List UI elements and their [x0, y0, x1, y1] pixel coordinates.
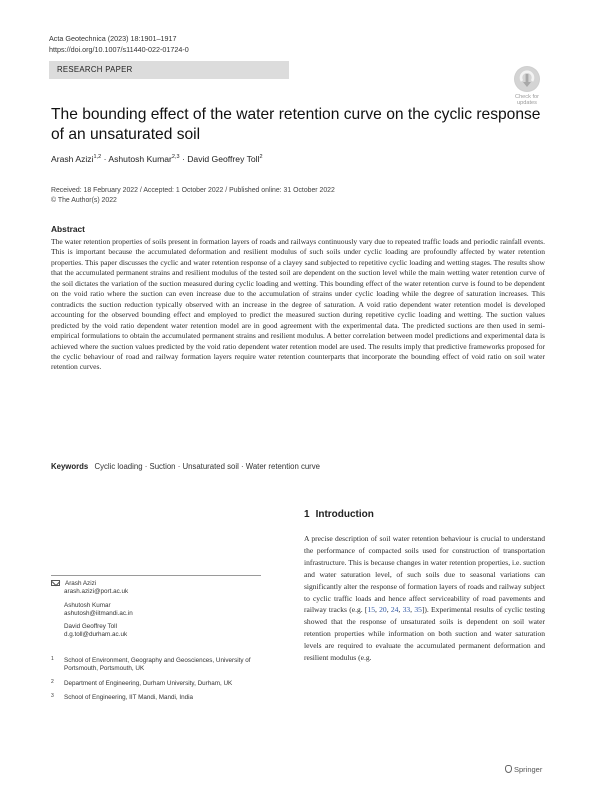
correspondence-entry — [51, 602, 261, 619]
affiliation-text: School of Environment, Geography and Geosciences, University of Portsmouth, Portsmouth, UK — [64, 657, 251, 673]
check-for-updates-button[interactable] — [510, 66, 544, 106]
affiliation-text: Department of Engineering, Durham University, Durham, UK — [64, 679, 233, 687]
affiliation-item — [51, 657, 265, 674]
publisher-logo — [505, 765, 542, 774]
check-updates-icon — [514, 66, 540, 92]
keyword-separator: · — [144, 462, 148, 471]
section-number: 1 — [304, 509, 310, 520]
author-affil-sup: 1,2 — [93, 154, 102, 161]
article-title: The bounding effect of the water retention curve on the cyclic response of an unsaturated soil — [51, 106, 541, 143]
author-separator: · — [181, 154, 185, 164]
journal-citation: Acta Geotechnica (2023) 18:1901–1917 — [49, 34, 177, 43]
envelope-icon — [51, 580, 60, 586]
introduction-text: A precise description of soil water retention behaviour is crucial to understand the performance of compacted soils used for construction of transportation infrastructure. This is because changes in water retention properties, i.e. suction and water saturation level, of such soils due to seasonal variations can significantly alter the response of formation layers of roads and railway subject to cyclic traffic loads and hence affect serviceability of road pavements and railway tracks (e.g. [15, 20, 24, 33, 35]). Experimental results of cyclic testing showed that the response of unsaturated soils is dependent on soil water retention properties while information on both suction and water saturation levels are required to evaluate the accumulated permanent deformation and resilient modulus (e.g. — [304, 534, 545, 663]
correspondence-name: David Geoffrey Toll — [64, 623, 117, 631]
doi-link[interactable]: https://doi.org/10.1007/s11440-022-01724-0 — [49, 45, 189, 54]
section-heading-introduction — [304, 509, 374, 520]
citation-link[interactable]: 15 — [367, 605, 375, 615]
keywords-heading: Keywords — [51, 462, 89, 471]
article-type-banner: RESEARCH PAPER — [49, 61, 289, 79]
affiliation-text: School of Engineering, IIT Mandi, Mandi, India — [64, 693, 194, 701]
received-accepted-published: Received: 18 February 2022 / Accepted: 1 October 2022 / Published online: 31 October 2022 — [51, 187, 335, 194]
intro-text-part: A precise description of soil water retention behaviour is crucial to understand the performance of compacted soils used for construction of transportation infrastructure. This is because changes in water retention properties, i.e. suction and water saturation level, of such soils due to seasonal variations can significantly alter the response of formation layers of roads and railway subject to cyclic traffic loads and hence affect serviceability of road pavements and railway tracks (e.g. [ — [304, 534, 545, 615]
publisher-name: Springer — [514, 765, 543, 774]
publication-dates — [51, 186, 551, 206]
intro-text-part: ]). Experimental results of cyclic testing showed that the response of unsaturated soils is dependent on soil water retention properties while information on both suction and water saturation levels are required to evaluate the accumulated permanent deformation and resilient modulus (e.g. — [304, 605, 545, 663]
correspondence-email[interactable]: d.g.toll@durham.ac.uk — [64, 631, 128, 639]
correspondence-entry — [51, 580, 261, 597]
author-name[interactable]: Ashutosh Kumar — [108, 154, 172, 164]
abstract-heading: Abstract — [51, 224, 85, 234]
correspondence-name: Arash Azizi — [65, 580, 97, 587]
author-name[interactable]: David Geoffrey Toll — [187, 154, 260, 164]
author-list — [51, 154, 531, 164]
author-affil-sup: 2,3 — [171, 154, 180, 161]
keywords — [51, 462, 545, 471]
footnote-divider — [51, 575, 261, 576]
affiliations — [51, 657, 265, 708]
correspondence-email[interactable]: arash.azizi@port.ac.uk — [64, 588, 129, 596]
journal-header — [49, 33, 189, 55]
keyword: Cyclic loading — [94, 462, 143, 471]
keyword: Unsaturated soil — [182, 462, 239, 471]
keyword: Water retention curve — [245, 462, 321, 471]
correspondence-email[interactable]: ashutosh@iitmandi.ac.in — [64, 609, 133, 617]
author-separator: · — [103, 154, 107, 164]
citation-link[interactable]: 24 — [390, 605, 399, 615]
affiliation-item — [51, 694, 265, 702]
check-updates-line1: Check for — [515, 94, 539, 100]
abstract-text: The water retention properties of soils present in formation layers of roads and railways continuously vary due to repeated traffic loads and periodic rainfall events. This is important because the accumulated deformation and resilient modulus of such soils under cyclic loading are profoundly affected by water retention properties. This paper discusses the cyclic and water retention response of a clayey sand subjected to repetitive cyclic loading and wetting stages. The results show that the accumulated permanent strains and resilient modulus of the tested soil are dependent on the suction level while the main wetting water retention curve of the soil dictates the variation of the suction measured during cyclic loading and wetting. This bounding effect of the water retention curve is found to be dependent on the void ratio where the suction can even increase due to the accumulation of strains under cyclic loading while the degree of saturation increases. This contradicts the suction reduction typically observed with an increase in the degree of saturation. A void ratio dependent water retention model is developed accounting for the observed bounding effect and employed to predict the measured suction during repetitive cyclic loading and wetting. The suction values predicted by the void ratio dependent water retention model are in good agreement with the experimental data. The predicted suctions are then used in semi-empirical formulations to obtain the accumulated permanent strains and resilient modulus. A better correlation between model predictions and experimental data is achieved where the suction values predicted by the void ratio dependent water retention model are used. The results imply that predictive frameworks proposed for the cyclic behaviour of road and railway formation layers require water retention counterparts that incorporate the bounding effect of void ratio on soil water retention curves. — [51, 237, 545, 372]
copyright-line: © The Author(s) 2022 — [51, 196, 117, 204]
section-title: Introduction — [315, 509, 374, 520]
correspondence-name: Ashutosh Kumar — [64, 601, 111, 609]
keyword: Suction — [149, 462, 176, 471]
springer-horse-icon — [505, 765, 512, 773]
keyword-separator: · — [240, 462, 244, 471]
author-name[interactable]: Arash Azizi — [51, 154, 94, 164]
check-updates-line2: updates — [517, 100, 537, 107]
correspondence-entry — [51, 623, 261, 640]
affiliation-number: 1 — [51, 656, 54, 662]
affiliation-item — [51, 680, 265, 688]
author-affil-sup: 2 — [259, 154, 263, 161]
affiliation-number: 2 — [51, 678, 54, 685]
citation-link[interactable]: 33 — [402, 605, 411, 615]
correspondence-block — [51, 580, 261, 645]
citation-link[interactable]: 20 — [379, 605, 387, 615]
affiliation-number: 3 — [51, 692, 54, 699]
keyword-separator: · — [177, 462, 181, 471]
citation-link[interactable]: 35 — [414, 605, 422, 615]
